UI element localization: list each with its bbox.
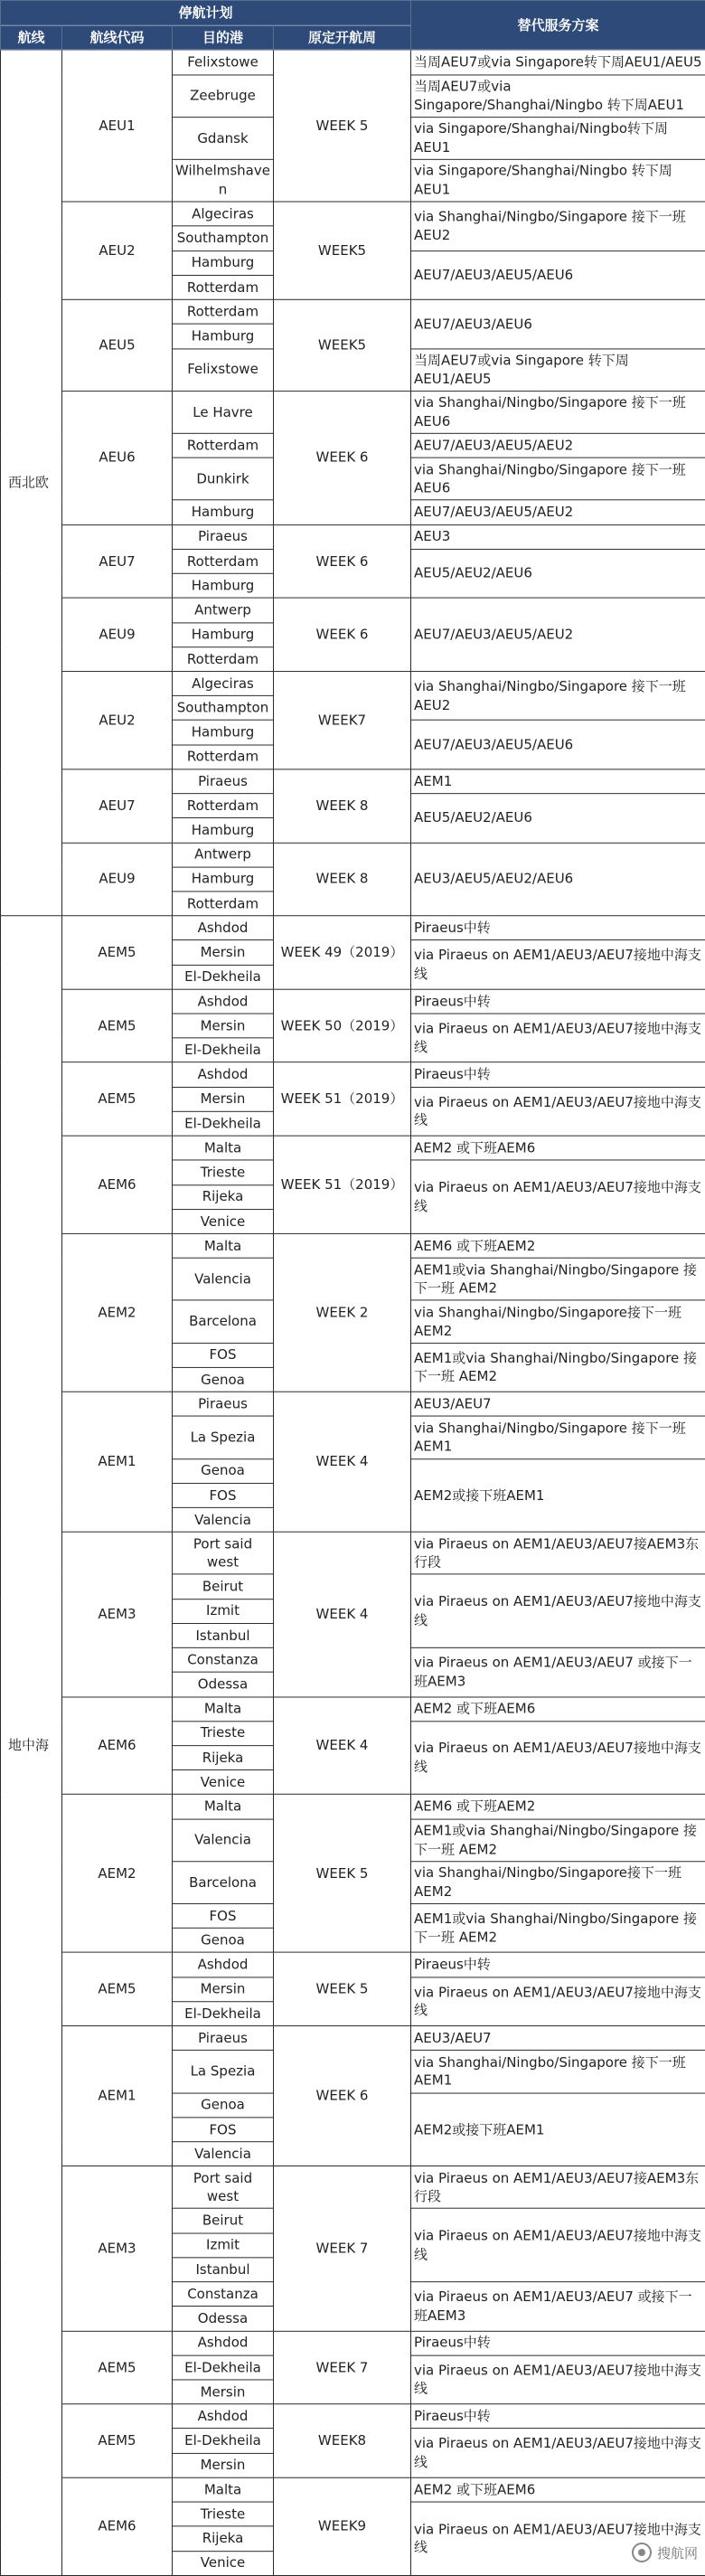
destination-port-cell: Southampton [173, 226, 274, 250]
alternative-plan-cell: Piraeus中转 [411, 989, 705, 1014]
alternative-plan-cell: AEU5/AEU2/AEU6 [411, 549, 705, 598]
alternative-plan-cell: AEU5/AEU2/AEU6 [411, 794, 705, 843]
alternative-plan-cell: via Shanghai/Ningbo/Singapore 接下一班AEM1 [411, 1416, 705, 1458]
header-route-code: 航线代码 [62, 25, 173, 51]
scheduled-week-cell: WEEK 5 [274, 1795, 411, 1953]
alternative-plan-cell: AEU7/AEU3/AEU5/AEU6 [411, 721, 705, 769]
destination-port-cell: La Spezia [173, 1416, 274, 1458]
table-row [1, 524, 705, 549]
destination-port-cell: Mersin [173, 1014, 274, 1038]
table-header [1, 0, 705, 50]
destination-port-cell: Algeciras [173, 202, 274, 226]
alternative-plan-cell: Piraeus中转 [411, 1953, 705, 1977]
route-code-cell: AEU9 [62, 598, 173, 671]
destination-port-cell: Hamburg [173, 250, 274, 275]
destination-port-cell: FOS [173, 2118, 274, 2142]
watermark-text: 搜航网 [656, 2544, 698, 2562]
table-row [1, 299, 705, 324]
destination-port-cell: Malta [173, 1795, 274, 1819]
alternative-plan-cell: AEU7/AEU3/AEU5/AEU2 [411, 433, 705, 458]
scheduled-week-cell: WEEK 51（2019） [274, 1136, 411, 1233]
header-scheduled-week: 原定开航周 [274, 25, 411, 51]
route-code-cell: AEM1 [62, 2026, 173, 2166]
destination-port-cell: Malta [173, 2477, 274, 2502]
alternative-plan-cell: AEU7/AEU3/AEU5/AEU6 [411, 250, 705, 299]
scheduled-week-cell: WEEK9 [274, 2477, 411, 2575]
destination-port-cell: El-Dekheila [173, 2355, 274, 2380]
alternative-plan-cell: via Piraeus on AEM1/AEU3/AEU7接地中海支线 [411, 1977, 705, 2026]
destination-port-cell: Genoa [173, 1367, 274, 1392]
alternative-plan-cell: via Piraeus on AEM1/AEU3/AEU7接地中海支线 [411, 2209, 705, 2282]
destination-port-cell: Valencia [173, 1258, 274, 1300]
alternative-plan-cell: via Piraeus on AEM1/AEU3/AEU7接地中海支线 [411, 1722, 705, 1795]
destination-port-cell: Hamburg [173, 573, 274, 598]
alternative-plan-cell: AEU3/AEU5/AEU2/AEU6 [411, 843, 705, 916]
alternative-plan-cell: AEM1或via Shanghai/Ningbo/Singapore 接下一班 AEM2 [411, 1819, 705, 1862]
route-code-cell: AEU2 [62, 672, 173, 769]
destination-port-cell: Rotterdam [173, 433, 274, 458]
table-body [1, 51, 705, 2576]
table-row [1, 1795, 705, 1819]
route-code-cell: AEU5 [62, 299, 173, 391]
table-row [1, 1696, 705, 1721]
destination-port-cell: Ashdod [173, 916, 274, 940]
destination-port-cell: Rijeka [173, 1746, 274, 1770]
destination-port-cell: Mersin [173, 2380, 274, 2404]
alternative-plan-cell: AEU7/AEU3/AEU5/AEU2 [411, 598, 705, 671]
table-row [1, 916, 705, 940]
destination-port-cell: Constanza [173, 2282, 274, 2307]
alternative-plan-cell: AEM1或via Shanghai/Ningbo/Singapore 接下一班 AEM2 [411, 1343, 705, 1392]
scheduled-week-cell: WEEK5 [274, 202, 411, 299]
destination-port-cell: Istanbul [173, 1623, 274, 1647]
destination-port-cell: El-Dekheila [173, 1038, 274, 1062]
alternative-plan-cell: via Shanghai/Ningbo/Singapore接下一班AEM2 [411, 1862, 705, 1904]
destination-port-cell: FOS [173, 1903, 274, 1928]
alternative-plan-cell: AEM2 或下班AEM6 [411, 1136, 705, 1160]
table-row [1, 598, 705, 622]
table-row [1, 1953, 705, 1977]
alternative-plan-cell: via Piraeus on AEM1/AEU3/AEU7接地中海支线 [411, 940, 705, 989]
destination-port-cell: Venice [173, 1770, 274, 1795]
alternative-plan-cell: via Shanghai/Ningbo/Singapore接下一班AEM2 [411, 1300, 705, 1343]
destination-port-cell: Mersin [173, 1977, 274, 2002]
alternative-plan-cell: AEU7/AEU3/AEU6 [411, 299, 705, 348]
destination-port-cell: Ashdod [173, 1062, 274, 1087]
destination-port-cell: Rotterdam [173, 299, 274, 324]
destination-port-cell: Wilhelmshaven [173, 159, 274, 202]
table-row [1, 51, 705, 75]
destination-port-cell: Malta [173, 1233, 274, 1258]
scheduled-week-cell: WEEK7 [274, 672, 411, 769]
alternative-plan-cell: via Singapore/Shanghai/Ningbo 转下周AEU1 [411, 159, 705, 202]
scheduled-week-cell: WEEK 8 [274, 843, 411, 916]
scheduled-week-cell: WEEK 51（2019） [274, 1062, 411, 1136]
header-destination: 目的港 [173, 25, 274, 51]
alternative-plan-cell: AEM1或via Shanghai/Ningbo/Singapore 接下一班 AEM2 [411, 1903, 705, 1952]
destination-port-cell: FOS [173, 1483, 274, 1507]
scheduled-week-cell: WEEK 6 [274, 2026, 411, 2166]
route-code-cell: AEM5 [62, 989, 173, 1062]
destination-port-cell: Rijeka [173, 1184, 274, 1209]
alternative-plan-cell: AEM1或via Shanghai/Ningbo/Singapore 接下一班 AEM2 [411, 1258, 705, 1300]
alternative-plan-cell: 当周AEU7或via Singapore/Shanghai/Ningbo 转下周AEU1 [411, 75, 705, 118]
route-code-cell: AEM2 [62, 1795, 173, 1953]
table-row [1, 672, 705, 696]
alternative-plan-cell: Piraeus中转 [411, 916, 705, 940]
alternative-plan-cell: 当周AEU7或via Singapore 转下周AEU1/AEU5 [411, 348, 705, 391]
alternative-plan-cell: via Piraeus on AEM1/AEU3/AEU7接地中海支线 [411, 1574, 705, 1647]
destination-port-cell: La Spezia [173, 2051, 274, 2093]
destination-port-cell: Izmit [173, 1599, 274, 1623]
destination-port-cell: Rotterdam [173, 646, 274, 671]
destination-port-cell: Ashdod [173, 2331, 274, 2355]
destination-port-cell: Barcelona [173, 1862, 274, 1904]
header-alternative-plan: 替代服务方案 [411, 0, 705, 50]
table-row [1, 843, 705, 867]
watermark [632, 2543, 698, 2562]
destination-port-cell: Hamburg [173, 622, 274, 646]
header-suspension-plan: 停航计划 [1, 0, 411, 25]
destination-port-cell: Valencia [173, 1507, 274, 1532]
scheduled-week-cell: WEEK 7 [274, 2166, 411, 2331]
alternative-plan-cell: AEM2 或下班AEM6 [411, 1696, 705, 1721]
destination-port-cell: Dunkirk [173, 458, 274, 500]
destination-port-cell: Mersin [173, 2453, 274, 2477]
destination-port-cell: Piraeus [173, 524, 274, 549]
scheduled-week-cell: WEEK 6 [274, 391, 411, 524]
destination-port-cell: El-Dekheila [173, 2002, 274, 2026]
alternative-plan-cell: AEM6 或下班AEM2 [411, 1233, 705, 1258]
scheduled-week-cell: WEEK 49（2019） [274, 916, 411, 989]
route-code-cell: AEM3 [62, 2166, 173, 2331]
alternative-plan-cell: AEU3/AEU7 [411, 1392, 705, 1416]
destination-port-cell: El-Dekheila [173, 2429, 274, 2453]
destination-port-cell: Antwerp [173, 598, 274, 622]
destination-port-cell: Beirut [173, 2209, 274, 2233]
alternative-plan-cell: via Piraeus on AEM1/AEU3/AEU7接地中海支线 [411, 2355, 705, 2404]
alternative-plan-cell: AEU3 [411, 524, 705, 549]
destination-port-cell: Mersin [173, 940, 274, 965]
alternative-plan-cell: via Piraeus on AEM1/AEU3/AEU7接地中海支线 [411, 2429, 705, 2477]
scheduled-week-cell: WEEK 6 [274, 524, 411, 598]
destination-port-cell: Le Havre [173, 391, 274, 433]
destination-port-cell: Gdansk [173, 117, 274, 159]
alternative-plan-cell: via Piraeus on AEM1/AEU3/AEU7 或接下一班AEM3 [411, 1647, 705, 1696]
destination-port-cell: Odessa [173, 1672, 274, 1696]
destination-port-cell: Trieste [173, 2502, 274, 2526]
destination-port-cell: Antwerp [173, 843, 274, 867]
destination-port-cell: Beirut [173, 1574, 274, 1599]
destination-port-cell: Rotterdam [173, 794, 274, 818]
alternative-plan-cell: AEM2或接下班AEM1 [411, 2093, 705, 2166]
destination-port-cell: Ashdod [173, 989, 274, 1014]
destination-port-cell: Valencia [173, 2142, 274, 2166]
alternative-plan-cell: AEM1 [411, 769, 705, 794]
destination-port-cell: Izmit [173, 2233, 274, 2258]
route-code-cell: AEU6 [62, 391, 173, 524]
alternative-plan-cell: via Piraeus on AEM1/AEU3/AEU7 或接下一班AEM3 [411, 2282, 705, 2331]
destination-port-cell: Valencia [173, 1819, 274, 1862]
table-row [1, 1392, 705, 1416]
route-region-cell: 西北欧 [1, 51, 62, 916]
destination-port-cell: Genoa [173, 2093, 274, 2118]
destination-port-cell: Constanza [173, 1647, 274, 1672]
alternative-plan-cell: 当周AEU7或via Singapore转下周AEU1/AEU5 [411, 51, 705, 75]
alternative-plan-cell: AEU3/AEU7 [411, 2026, 705, 2051]
table-row [1, 2477, 705, 2502]
scheduled-week-cell: WEEK8 [274, 2404, 411, 2477]
alternative-plan-cell: via Shanghai/Ningbo/Singapore 接下一班AEU2 [411, 672, 705, 721]
destination-port-cell: Felixstowe [173, 348, 274, 391]
destination-port-cell: Venice [173, 1209, 274, 1233]
table-row [1, 202, 705, 226]
destination-port-cell: Port said west [173, 2166, 274, 2209]
alternative-plan-cell: AEM2 或下班AEM6 [411, 2477, 705, 2502]
destination-port-cell: Ashdod [173, 1953, 274, 1977]
scheduled-week-cell: WEEK 5 [274, 51, 411, 203]
destination-port-cell: Venice [173, 2551, 274, 2575]
scheduled-week-cell: WEEK 4 [274, 1696, 411, 1794]
destination-port-cell: Hamburg [173, 818, 274, 843]
destination-port-cell: Genoa [173, 1929, 274, 1953]
destination-port-cell: Rotterdam [173, 745, 274, 769]
destination-port-cell: Malta [173, 1136, 274, 1160]
destination-port-cell: Hamburg [173, 721, 274, 745]
alternative-plan-cell: via Shanghai/Ningbo/Singapore 接下一班AEU6 [411, 458, 705, 500]
destination-port-cell: Piraeus [173, 1392, 274, 1416]
route-region-cell: 地中海 [1, 916, 62, 2575]
destination-port-cell: Algeciras [173, 672, 274, 696]
route-code-cell: AEM1 [62, 1392, 173, 1532]
scheduled-week-cell: WEEK 8 [274, 769, 411, 843]
table-row [1, 1062, 705, 1087]
destination-port-cell: Mersin [173, 1087, 274, 1111]
table-row [1, 1136, 705, 1160]
destination-port-cell: El-Dekheila [173, 965, 274, 989]
route-code-cell: AEU1 [62, 51, 173, 203]
destination-port-cell: Odessa [173, 2307, 274, 2331]
alternative-plan-cell: AEM2或接下班AEM1 [411, 1458, 705, 1532]
destination-port-cell: Piraeus [173, 2026, 274, 2051]
route-code-cell: AEM6 [62, 2477, 173, 2575]
destination-port-cell: Trieste [173, 1160, 274, 1184]
route-code-cell: AEU2 [62, 202, 173, 299]
table-row [1, 1233, 705, 1258]
alternative-plan-cell: AEM6 或下班AEM2 [411, 1795, 705, 1819]
table-row [1, 2026, 705, 2051]
route-code-cell: AEM5 [62, 1062, 173, 1136]
route-code-cell: AEU7 [62, 524, 173, 598]
scheduled-week-cell: WEEK 2 [274, 1233, 411, 1392]
alternative-plan-cell: via Piraeus on AEM1/AEU3/AEU7接AEM3东行段 [411, 1532, 705, 1574]
route-code-cell: AEM3 [62, 1532, 173, 1696]
destination-port-cell: Istanbul [173, 2258, 274, 2282]
table-row [1, 989, 705, 1014]
route-code-cell: AEU7 [62, 769, 173, 843]
route-code-cell: AEM6 [62, 1696, 173, 1794]
header-route: 航线 [1, 25, 62, 51]
route-code-cell: AEM5 [62, 916, 173, 989]
destination-port-cell: El-Dekheila [173, 1111, 274, 1136]
destination-port-cell: Rotterdam [173, 892, 274, 916]
destination-port-cell: Southampton [173, 696, 274, 721]
table-row [1, 2404, 705, 2429]
route-code-cell: AEM5 [62, 1953, 173, 2026]
destination-port-cell: Piraeus [173, 769, 274, 794]
alternative-plan-cell: via Piraeus on AEM1/AEU3/AEU7接地中海支线 [411, 1014, 705, 1062]
route-code-cell: AEM6 [62, 1136, 173, 1233]
table-row [1, 2331, 705, 2355]
alternative-plan-cell: via Piraeus on AEM1/AEU3/AEU7接地中海支线 [411, 2502, 705, 2575]
watermark-logo-icon [632, 2543, 652, 2562]
scheduled-week-cell: WEEK 4 [274, 1392, 411, 1532]
destination-port-cell: Barcelona [173, 1300, 274, 1343]
destination-port-cell: Ashdod [173, 2404, 274, 2429]
route-code-cell: AEU9 [62, 843, 173, 916]
destination-port-cell: Zeebruge [173, 75, 274, 118]
table-row [1, 769, 705, 794]
scheduled-week-cell: WEEK 6 [274, 598, 411, 671]
alternative-plan-cell: AEU7/AEU3/AEU5/AEU2 [411, 500, 705, 524]
table-row [1, 1532, 705, 1574]
route-code-cell: AEM2 [62, 1233, 173, 1392]
destination-port-cell: Hamburg [173, 500, 274, 524]
destination-port-cell: Felixstowe [173, 51, 274, 75]
destination-port-cell: Trieste [173, 1722, 274, 1746]
scheduled-week-cell: WEEK 4 [274, 1532, 411, 1696]
destination-port-cell: Hamburg [173, 324, 274, 348]
destination-port-cell: Rotterdam [173, 549, 274, 573]
destination-port-cell: FOS [173, 1343, 274, 1367]
scheduled-week-cell: WEEK 50（2019） [274, 989, 411, 1062]
destination-port-cell: Malta [173, 1696, 274, 1721]
alternative-plan-cell: via Piraeus on AEM1/AEU3/AEU7接地中海支线 [411, 1160, 705, 1233]
alternative-plan-cell: via Piraeus on AEM1/AEU3/AEU7接地中海支线 [411, 1087, 705, 1136]
alternative-plan-cell: via Shanghai/Ningbo/Singapore 接下一班AEU2 [411, 202, 705, 250]
alternative-plan-cell: Piraeus中转 [411, 1062, 705, 1087]
table-row [1, 2166, 705, 2209]
destination-port-cell: Genoa [173, 1458, 274, 1483]
alternative-plan-cell: Piraeus中转 [411, 2331, 705, 2355]
table-row [1, 391, 705, 433]
destination-port-cell: Rijeka [173, 2526, 274, 2551]
alternative-plan-cell: via Piraeus on AEM1/AEU3/AEU7接AEM3东行段 [411, 2166, 705, 2209]
destination-port-cell: Rotterdam [173, 275, 274, 299]
alternative-plan-cell: via Shanghai/Ningbo/Singapore 接下一班AEU6 [411, 391, 705, 433]
scheduled-week-cell: WEEK5 [274, 299, 411, 391]
alternative-plan-cell: via Singapore/Shanghai/Ningbo转下周AEU1 [411, 117, 705, 159]
destination-port-cell: Hamburg [173, 867, 274, 892]
route-code-cell: AEM5 [62, 2404, 173, 2477]
route-code-cell: AEM5 [62, 2331, 173, 2404]
alternative-plan-cell: Piraeus中转 [411, 2404, 705, 2429]
scheduled-week-cell: WEEK 5 [274, 1953, 411, 2026]
alternative-plan-cell: via Shanghai/Ningbo/Singapore 接下一班AEM1 [411, 2051, 705, 2093]
scheduled-week-cell: WEEK 7 [274, 2331, 411, 2404]
destination-port-cell: Port said west [173, 1532, 274, 1574]
